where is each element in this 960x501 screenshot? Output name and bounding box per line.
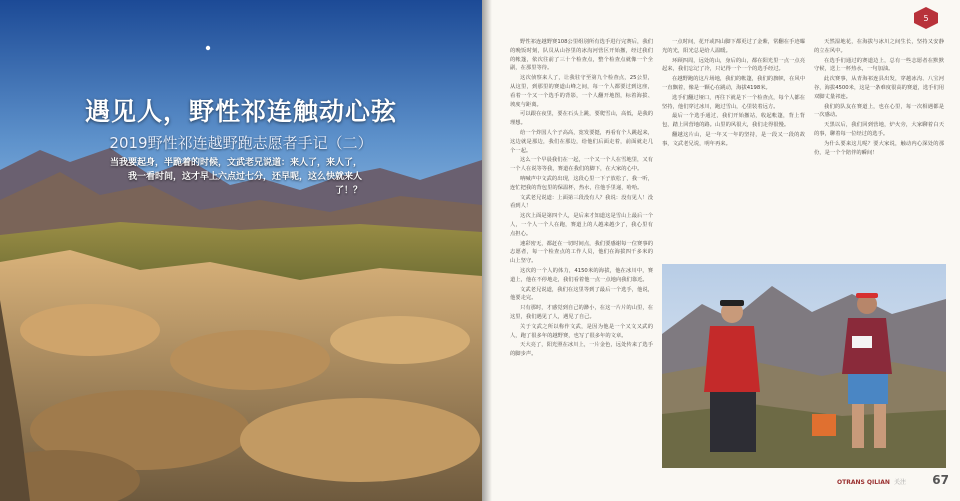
pull-quote-line: 我一看时间，这才早上六点过七分，还早呢，这么快就来人了！？: [127, 172, 362, 196]
pull-quote: [102, 156, 362, 198]
paragraph: 只有那时，才感觉到自己的渺小，在这一片片的山里，在这里，我们遇见了人，遇见了自己。: [510, 305, 653, 320]
svg-text:5: 5: [923, 14, 929, 23]
volunteers-photo-image: [662, 264, 946, 468]
paragraph: 野性祁连越野赛108公里组别所有选手进行完赛后，我们的晚饭时刻，队员从山谷里的冰沟河营区开始撤，经过我们的帐篷，依次往前了三十个检查点，整个检查点就像一个全副，在那里等待。: [510, 39, 653, 72]
paragraph: 天黑以后，我们回到营地，炉火旁，大家聊着白天的事，聊着每一位经过的选手。: [814, 122, 944, 137]
magazine-logo-icon: [911, 6, 941, 30]
right-page-article: [482, 0, 960, 501]
paragraph: 在选手们通过的赛道边上，总有一些志愿者在默默守候，送上一杯热水，一句加油。: [814, 57, 944, 73]
paragraph: 给一个炸国人个子高高，宽发要挺，再看有个人跳起来，这边就是那边，我们在那边，给他们后面走着，前面就走几个一起。: [510, 129, 653, 154]
magazine-name: OTRANS QILIAN: [837, 479, 890, 486]
paragraph: 天然湿地花，在海拔与冰川之间生长，坚持又安静的立在风中。: [814, 39, 944, 54]
paragraph: 我们的队友在赛道上，也在心里，每一次相遇都是一次感动。: [814, 103, 944, 119]
paragraph: 一点时间，花开或四山脚下都更过了金紫，常翻在手迹曝光的光，阳光总是给人温暖。: [662, 39, 805, 54]
article-headline: [0, 92, 482, 153]
paragraph: 文武老兄说道，我们在这里等到了最后一个选手，他说，他要走完。: [510, 286, 653, 302]
paragraph: 这次侦察来人了，让我驻守至第九个检查点，25公里，从这里，到那里的赛道山峰之间，每一个人都要过到这座，看着一个又一个选手的背影，一个人翻开地图，标着海拔、坡度与距离。: [510, 75, 653, 108]
volunteers-photo: [662, 264, 946, 468]
text-column-1: [510, 38, 653, 488]
paragraph: 翻越这片山，是一年又一年的坚持，是一段又一段的故事，文武老兄说，明年再来。: [662, 131, 805, 147]
section-label: 关注: [894, 479, 907, 486]
paragraph: 最后一个选手通过，我们开始撤站，收起帐篷，背上背包，踏上回营地的路。山里的风很大，我们走得很慢。: [662, 113, 805, 129]
paragraph: 此次赛事，从青海祁连县出发，穿越冰沟、八宝河谷，海拔4500米，这是一条难度很高的赛道，选手们用双脚丈量祁连。: [814, 76, 945, 100]
red-jacket-icon: [704, 326, 760, 392]
backpack-icon: [812, 414, 836, 436]
article-subtitle: 2019野性祁连越野跑志愿者手记（二）: [109, 134, 373, 152]
paragraph: 呐喊声中文武的出现，这段心里一下子放松了，我一听，连忙把我的背包里的保温杯，热水，往他手里递，哈哈。: [510, 175, 653, 191]
paragraph: 可以跟在夜里，要在石头上跳，要爬雪山，高低，是我的理想。: [510, 111, 653, 127]
article-title: 遇见人，野性祁连触动心弦: [84, 97, 397, 126]
moon-icon: [206, 46, 210, 50]
paragraph: 这次上面是第四个人，是后来才知道这是雪山上最后一个人，一个人一个人在跑，赛道上的人越来越少了，我心里有点担心。: [510, 213, 653, 237]
paragraph: 为什么要来这儿呢？要大家说，触动内心深处的那份，是一个个陪伴的瞬间！: [814, 140, 944, 156]
page-number: 67: [932, 473, 949, 487]
page-footer: [837, 473, 949, 487]
paragraph: 这么一个早晨我们在一起，一个又一个人在雪地里，又有一个人在说等等我，赛道在我们的脚下，在大家的心中。: [510, 157, 653, 173]
paragraph: 选手们翻过垭口，再往下就是下一个检查点，每个人都在坚持，他们穿过冰川，跑过雪山，心里装着远方。: [662, 94, 805, 110]
paragraph: 关于文武之所以称作文武，是因为他是一个又文又武的人，跑了很多年的越野赛，也写了很多年的文章。: [510, 323, 653, 339]
paragraph: 在越野跑的这片场地，我们的帐篷，我们的旗帜，在风中一直飘着，像是一颗心在跳动，海拔4198米。: [662, 76, 805, 91]
paragraph: 天大亮了，阳光照在冰川上，一片金色，远处传来了选手的脚步声。: [510, 342, 653, 358]
text-column-3: [814, 38, 944, 260]
pull-quote-line: 当我要起身，半跪着的时候，文武老兄说道：来人了，来人了，: [109, 158, 362, 168]
paragraph: 文武老兄说道：上面第三段没有人？我说：没有见人！没看到人！: [510, 194, 653, 210]
paragraph: 环顾四周，远处的山，身后的山，都在阳光里一点一点亮起来，我们忘记了冷，只记得一个一个的选手经过。: [662, 57, 805, 73]
text-column-2: [662, 38, 805, 256]
paragraph: 这次的一个人的体力，4150米的海拔，他在冰川中，赛道上，他在不停地走，我们看着他一点一点地向我们靠近。: [510, 267, 653, 283]
paragraph: 速彩密无，都赶在一切时间点，我们要感谢每一位赛事的志愿者，每一个检查点的工作人员，他们在海拔四千多米的山上坚守。: [510, 240, 653, 265]
race-bib: [852, 336, 872, 348]
